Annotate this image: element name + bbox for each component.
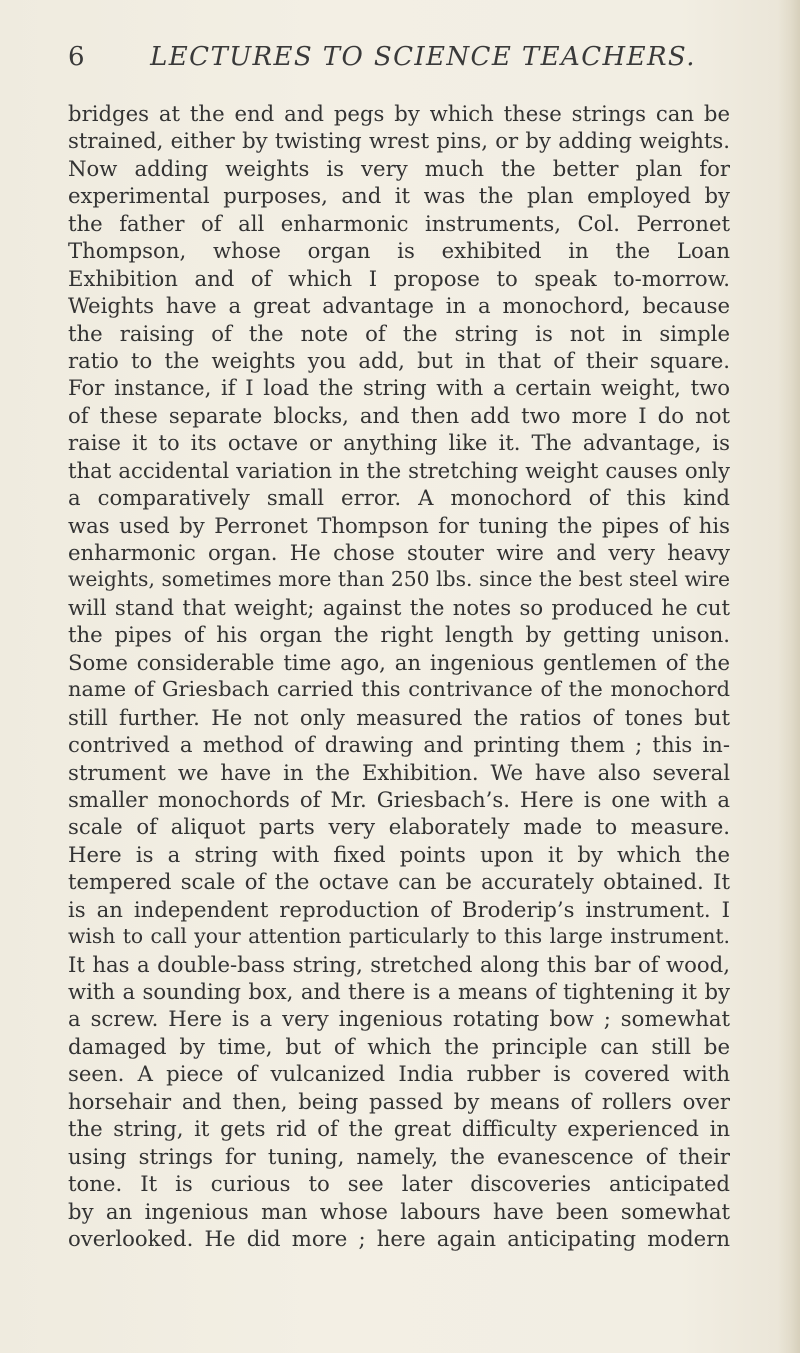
text-line: smaller monochords of Mr. Griesbach’s. Here is one with a	[68, 786, 730, 812]
text-line: tempered scale of the octave can be accurately obtained. It	[68, 869, 730, 895]
text-line: Here is a string with fixed points upon it by which the	[68, 841, 730, 867]
text-line: strument we have in the Exhibition. We have also several	[68, 759, 730, 785]
text-line: Weights have a great advantage in a monochord, because	[68, 293, 730, 319]
text-line: the father of all enharmonic instruments, Col. Perronet	[68, 210, 730, 236]
text-line: For instance, if I load the string with a certain weight, two	[68, 375, 730, 401]
text-line: the raising of the note of the string is not in simple	[68, 320, 730, 346]
text-line: of these separate blocks, and then add two more I do not	[68, 402, 730, 428]
page-header	[68, 40, 728, 80]
text-line: strained, either by twisting wrest pins, or by adding weights.	[68, 128, 730, 154]
text-line: using strings for tuning, namely, the evanescence of their	[68, 1143, 730, 1169]
text-line: Now adding weights is very much the better plan for	[68, 155, 730, 181]
text-line: Thompson, whose organ is exhibited in the Loan	[68, 238, 730, 264]
text-line: It has a double-bass string, stretched along this bar of wood,	[68, 951, 730, 977]
body-text	[68, 100, 730, 1252]
text-line: the pipes of his organ the right length by getting unison.	[68, 622, 730, 648]
text-line: experimental purposes, and it was the plan employed by	[68, 183, 730, 209]
text-line: seen. A piece of vulcanized India rubber is covered with	[68, 1061, 730, 1087]
text-line: Exhibition and of which I propose to speak to-morrow.	[68, 265, 730, 291]
text-line: will stand that weight; against the notes so produced he cut	[68, 594, 730, 620]
text-line: Some considerable time ago, an ingenious gentlemen of the	[68, 649, 730, 675]
text-line: raise it to its octave or anything like it. The advantage, is	[68, 430, 730, 456]
text-line: damaged by time, but of which the principle can still be	[68, 1033, 730, 1059]
page-edge-shadow	[778, 0, 800, 1353]
text-line: was used by Perronet Thompson for tuning the pipes of his	[68, 512, 730, 538]
text-line: weights, sometimes more than 250 lbs. since the best steel wire	[68, 567, 730, 592]
running-head: LECTURES TO SCIENCE TEACHERS.	[150, 42, 696, 72]
text-line: with a sounding box, and there is a means of tightening it by	[68, 979, 730, 1004]
text-line: that accidental variation in the stretching weight causes only	[68, 457, 730, 483]
text-line: a comparatively small error. A monochord of this kind	[68, 485, 730, 511]
text-line: horsehair and then, being passed by means of rollers over	[68, 1088, 730, 1114]
text-line: by an ingenious man whose labours have been somewhat	[68, 1198, 730, 1224]
text-line: bridges at the end and pegs by which these strings can be	[68, 101, 730, 126]
text-line: overlooked. He did more ; here again anticipating modern	[68, 1225, 730, 1251]
text-line: contrived a method of drawing and printing them ; this in-	[68, 732, 730, 758]
text-line: a screw. Here is a very ingenious rotating bow ; somewhat	[68, 1006, 730, 1032]
text-line: name of Griesbach carried this contrivance of the monochord	[68, 677, 730, 702]
text-line: still further. He not only measured the ratios of tones but	[68, 704, 730, 730]
text-line: ratio to the weights you add, but in that of their square.	[68, 347, 730, 373]
text-line: is an independent reproduction of Broderip’s instrument. I	[68, 896, 730, 922]
text-line: enharmonic organ. He chose stouter wire and very heavy	[68, 540, 730, 565]
text-line: wish to call your attention particularly to this large instrument.	[68, 924, 730, 949]
text-line: the string, it gets rid of the great difficulty experienced in	[68, 1116, 730, 1142]
text-line: tone. It is curious to see later discoveries anticipated	[68, 1171, 730, 1197]
text-line: scale of aliquot parts very elaborately made to measure.	[68, 814, 730, 840]
page-number: 6	[68, 42, 85, 72]
